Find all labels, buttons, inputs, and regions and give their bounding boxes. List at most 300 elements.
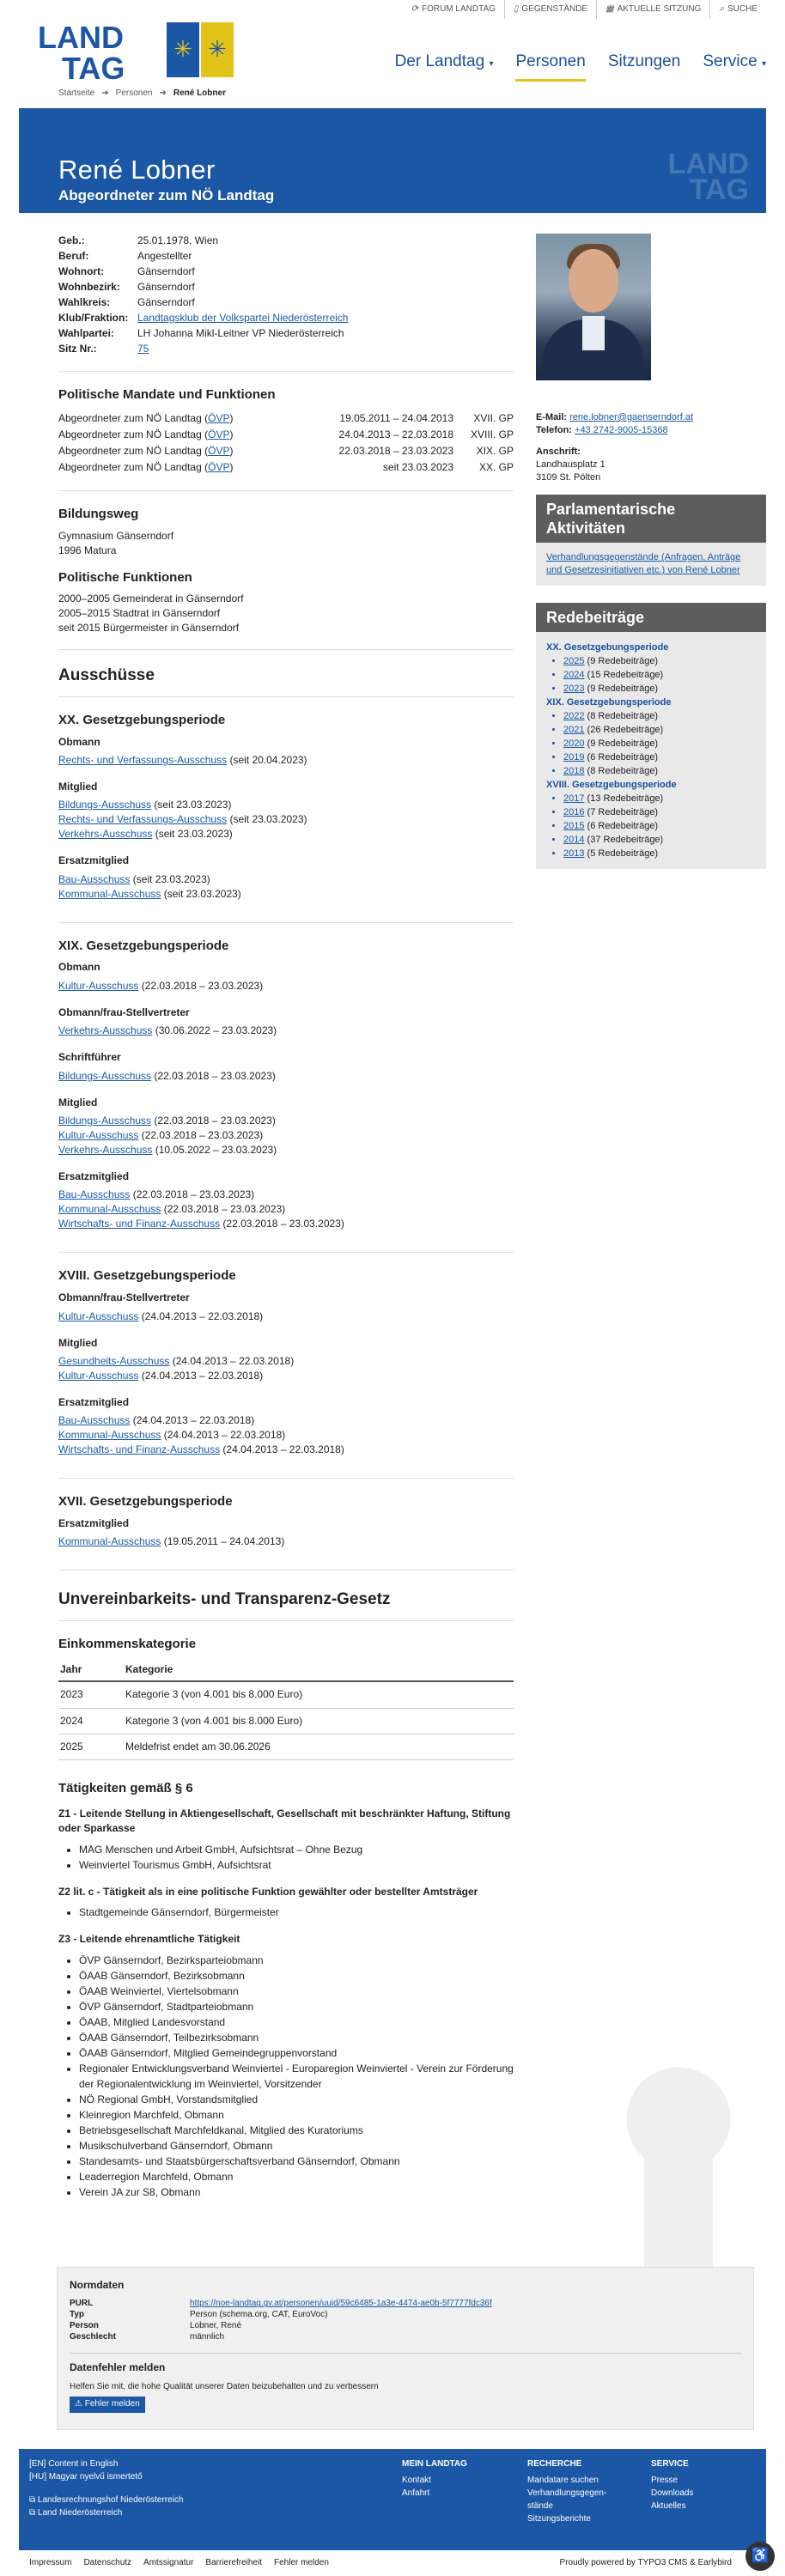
normdaten-key: PURL [70,2299,94,2309]
mandates-title: Politische Mandate und Funktionen [58,387,276,402]
committee-role: Schriftführer [58,1051,121,1064]
year-cell: 2024 [58,1708,124,1734]
rede-year-list [546,792,756,860]
main-nav [395,50,766,82]
committee-item [58,1024,514,1038]
committee-role: Obmann [58,961,100,974]
land-noe-link[interactable]: ⧉ Land Niederösterreich [29,2508,123,2518]
committee-role: Mitglied [58,780,98,793]
committee-dates: (seit 23.03.2023) [130,872,210,885]
footer-mandatare[interactable]: Mandatare suchen [527,2476,599,2485]
rede-year-item [563,737,756,750]
mandate-row: Abgeordneter zum NÖ Landtag (ÖVP) 19.05.2011 – 24.04.2013 XVII. GP [58,411,514,428]
committee-dates: (seit 23.03.2023) [152,828,233,841]
committee-item [58,1428,514,1443]
normdaten-row [70,2331,741,2342]
committee-role: Ersatzmitglied [58,1395,130,1408]
committee-item [58,1354,514,1369]
normdaten-row [70,2298,741,2309]
committee-role: Obmann [58,735,100,748]
committee-role: Ersatzmitglied [58,1170,130,1183]
normdaten-title: Normdaten [70,2279,125,2291]
activity-item: • ÖAAB Gänserndorf, Teilbezirksobmann [79,2030,514,2045]
fact-link[interactable]: Landtagsklub der Volkspartei Niederösterreich [137,312,349,324]
arrow-right-icon: ➔ [101,88,109,98]
normdaten-value: männlich [190,2332,225,2342]
search-icon: ⌕ [719,3,724,14]
committee-link[interactable]: Kommunal-Ausschuss [58,1429,161,1442]
footer-lang [29,2458,183,2519]
amtssignatur-link[interactable]: Amtssignatur [143,2557,194,2567]
fact-value: Gänserndorf [137,265,195,277]
impressum-link[interactable]: Impressum [29,2557,72,2567]
fact-row [58,326,514,342]
logo-line2: TAG [62,51,125,81]
crumb-personen[interactable]: Personen [115,88,153,98]
bottom-bar [19,2550,766,2576]
arrow-right-icon: ➔ [159,88,167,98]
table-row [58,1681,514,1708]
lang-en-link[interactable]: [EN] Content in English [29,2459,119,2469]
category-cell: Kategorie 3 (von 4.001 bis 8.000 Euro) [124,1708,514,1734]
redebeitraege-panel [536,603,766,869]
mandate-gp: XVII. GP [473,411,514,424]
committee-item [58,827,514,841]
committee-period [58,711,514,908]
parl-activities-title: Parlamentarische Aktivitäten [536,495,766,543]
z1-list [58,1842,514,1873]
mandate-dates: 19.05.2011 – 24.04.2013 [339,411,453,424]
fact-key: Wohnort: [58,265,105,277]
rede-count: (37 Redebeiträge) [587,835,664,845]
committee-dates: (10.05.2022 – 23.03.2023) [152,1144,277,1157]
fact-row [58,249,514,264]
committee-item [58,979,514,993]
mandate-row: Abgeordneter zum NÖ Landtag (ÖVP) seit 23.03.2023 XX. GP [58,460,514,477]
party-link[interactable]: ÖVP [208,428,230,440]
rede-count: (13 Redebeiträge) [587,793,664,804]
normdaten-key: Typ [70,2310,85,2320]
gegenstaende-link[interactable]: ▯ GEGENSTÄNDE [504,0,596,19]
footer-kontakt[interactable]: Kontakt [402,2476,431,2485]
activity-item: • ÖAAB, Mitglied Landesvorstand [79,2014,514,2030]
committee-dates: (seit 23.03.2023) [151,799,232,811]
committee-item [58,1534,514,1549]
rede-year-link[interactable]: 2020 [563,738,585,749]
lrh-link[interactable]: ⧉ Landesrechnungshof Niederösterreich [29,2495,184,2505]
sidebar [536,234,766,869]
normdaten-row [70,2320,741,2331]
utility-nav [403,0,766,19]
divider [58,696,514,697]
normdaten-value: Person (schema.org, CAT, EuroVoc) [190,2310,328,2320]
committee-dates: (22.03.2018 – 23.03.2023) [161,1203,286,1216]
rede-year-link[interactable]: 2017 [563,793,585,804]
committee-period [58,1492,514,1556]
parl-activities-link[interactable]: Verhandlungsgegenstände (Anfragen, Anträge und Gesetzesinitiativen etc.) von René Lobner [546,552,741,575]
svg-text:✳: ✳ [173,36,192,62]
divider [58,649,514,650]
normdaten-row [70,2309,741,2320]
table-row [58,1734,514,1759]
year-cell: 2023 [58,1681,124,1708]
committee-link[interactable]: Wirtschafts- und Finanz-Ausschuss [58,1443,221,1456]
einkommen-table [58,1659,514,1761]
rede-year-item [563,750,756,764]
committee-link[interactable]: Kommunal-Ausschuss [58,1203,161,1216]
committee-dates: (22.03.2018 – 23.03.2023) [151,1069,276,1082]
rede-year-link[interactable]: 2016 [563,807,585,817]
fact-key: Beruf: [58,250,89,262]
svg-text:✳: ✳ [208,36,227,62]
committee-dates: (seit 20.04.2023) [227,753,307,766]
rede-gp-link[interactable]: XIX. Gesetzgebungsperiode [546,697,672,708]
normdaten-box [57,2267,754,2430]
crumb-current: René Lobner [173,88,226,98]
nav-service[interactable]: Service ▾ [703,52,766,70]
period-title: XVII. Gesetzgebungsperiode [58,1494,233,1510]
committee-dates: (24.04.2013 – 22.03.2018) [138,1309,264,1322]
person-photo [536,234,651,380]
committee-role: Mitglied [58,1096,98,1109]
search-link[interactable]: ⌕ SUCHE [709,0,766,19]
aktuelle-sitzung-link[interactable]: ▦ AKTUELLE SITZUNG [596,0,709,19]
committee-dates: (seit 23.03.2023) [161,887,241,900]
footer-service: SERVICE Presse Downloads Aktuelles [651,2459,694,2511]
normdaten-value: Lobner, René [190,2321,242,2331]
committee-dates: (24.04.2013 – 22.03.2018) [161,1429,286,1442]
logo-watermark: LAND TAG [667,148,749,206]
document-icon: ▯ [513,3,519,14]
rede-gp-link[interactable]: XX. Gesetzgebungsperiode [546,642,669,653]
committee-item [58,872,514,887]
z3-list [58,1953,514,2200]
redebeitraege-title: Redebeiträge [536,603,766,632]
funktionen-title: Politische Funktionen [58,569,192,585]
logo-line1: LAND [38,21,124,55]
bildung-title: Bildungsweg [58,506,139,521]
committee-item [58,1202,514,1217]
divider [58,1478,514,1479]
activity-item: • MAG Menschen und Arbeit GmbH, Aufsichtsrat – Ohne Bezug [79,1842,514,1857]
committee-role: Ersatzmitglied [58,854,130,867]
committee-periods [58,711,514,1571]
mandate-dates: 22.03.2018 – 23.03.2023 [338,444,453,457]
rede-year-item [563,764,756,778]
divider [58,371,514,372]
rede-year-link[interactable]: 2023 [563,683,585,694]
divider [58,1620,514,1621]
committee-dates: (24.04.2013 – 22.03.2018) [220,1443,344,1456]
activity-item: • ÖVP Gänserndorf, Bezirksparteiobmann [79,1953,514,1968]
fact-value: Gänserndorf [137,296,195,308]
fact-value: LH Johanna Mikl-Leitner VP Niederösterreich [137,327,344,339]
mandates-list [58,411,514,477]
person-role: Abgeordneter zum NÖ Landtag [58,187,275,204]
divider [58,922,514,923]
activity-item: • Musikschulverband Gänserndorf, Obmann [79,2138,514,2154]
nav-sitzungen[interactable]: Sitzungen [607,52,681,70]
committee-item [58,798,514,812]
fact-value: Angestellter [137,250,192,262]
z2-list [58,1905,514,1920]
footer-aktuelles[interactable]: Aktuelles [651,2501,686,2511]
mandate-gp: XIX. GP [476,444,514,457]
rede-year-item [563,654,756,668]
activity-item: • Betriebsgesellschaft Marchfeldkanal, Mitglied des Kuratoriums [79,2123,514,2138]
rede-year-link[interactable]: 2018 [563,766,585,776]
committee-dates: (22.03.2018 – 23.03.2023) [220,1218,344,1230]
fact-link[interactable]: 75 [137,343,149,355]
rede-year-link[interactable]: 2013 [563,848,585,859]
committee-role: Obmann/frau-Stellvertreter [58,1291,190,1304]
committee-link[interactable]: Rechts- und Verfassungs-Ausschuss [58,753,228,766]
barrierefreiheit-link[interactable]: Barrierefreiheit [205,2557,262,2567]
party-link[interactable]: ÖVP [208,460,230,473]
rede-year-item [563,723,756,737]
fact-row [58,280,514,295]
committee-role: Obmann/frau-Stellvertreter [58,1005,190,1018]
fact-key: Wohnbezirk: [58,281,120,293]
committee-link[interactable]: Gesundheits-Ausschuss [58,1354,170,1367]
contact-info: E-Mail: rene.lobner@gaenserndorf.at Telefon: +43 2742-9005-15368 Anschrift: Landhausplatz 1 3109 St. Pölten [536,412,693,483]
nav-personen[interactable]: Personen [515,50,585,82]
committee-link[interactable]: Verkehrs-Ausschuss [58,1144,153,1157]
taetigkeiten-title: Tätigkeiten gemäß § 6 [58,1781,193,1796]
activity-item: • Stadtgemeinde Gänserndorf, Bürgermeister [79,1905,514,1920]
fact-key: Sitz Nr.: [58,343,97,355]
committee-item [58,1217,514,1231]
committee-link[interactable]: Kultur-Ausschuss [58,1309,139,1322]
person-name: René Lobner [58,155,216,185]
committee-item [58,1143,514,1157]
committee-link[interactable]: Kultur-Ausschuss [58,979,139,992]
committee-period [58,1267,514,1464]
z3-title: Z3 - Leitende ehrenamtliche Tätigkeit [58,1933,240,1946]
datenfehler-text: Helfen Sie mit, die hohe Qualität unserer Daten beizubehalten und zu verbessern [70,2381,379,2391]
activity-item: • ÖAAB Gänserndorf, Mitglied Gemeindegruppenvorstand [79,2045,514,2061]
forum-icon: ⟳ [411,3,418,14]
committee-item [58,1413,514,1428]
committee-item [58,1069,514,1084]
activity-item: • Standesamts- und Staatsbürgerschaftsverband Gänserndorf, Obmann [79,2154,514,2169]
period-title: XIX. Gesetzgebungsperiode [58,938,229,953]
rede-year-link[interactable]: 2024 [563,670,585,680]
activity-item: • Kleinregion Marchfeld, Obmann [79,2107,514,2123]
datenfehler-title: Datenfehler melden [70,2361,166,2374]
committee-item [58,1443,514,1457]
committee-link[interactable]: Kultur-Ausschuss [58,1369,139,1382]
rede-count: (8 Redebeiträge) [587,766,659,776]
rede-year-link[interactable]: 2019 [563,752,585,762]
committee-link[interactable]: Bildungs-Ausschuss [58,1069,152,1082]
activity-item: • ÖAAB Gänserndorf, Bezirksobmann [79,1968,514,1984]
rede-year-item [563,709,756,723]
fact-row [58,342,514,357]
rede-count: (5 Redebeiträge) [587,848,659,859]
einkommen-title: Einkommenskategorie [58,1637,197,1652]
main-content [58,234,514,2200]
rede-count: (8 Redebeiträge) [587,711,659,721]
bildung-text: Gymnasium Gänserndorf 1996 Matura [58,529,174,556]
nav-der-landtag[interactable]: Der Landtag ▾ [394,52,494,70]
committee-link[interactable]: Wirtschafts- und Finanz-Ausschuss [58,1218,221,1230]
rede-year-link[interactable]: 2021 [563,725,585,735]
committee-link[interactable]: Bau-Ausschuss [58,1414,131,1427]
committee-dates: (22.03.2018 – 23.03.2023) [138,1129,264,1142]
fact-row [58,264,514,280]
mandate-row: Abgeordneter zum NÖ Landtag (ÖVP) 24.04.2013 – 22.03.2018 XVIII. GP [58,428,514,444]
funktionen-text: 2000–2005 Gemeinderat in Gänserndorf 2005–2015 Stadtrat in Gänserndorf seit 2015 Bürgermeister in Gänserndorf [58,592,244,635]
rede-count: (7 Redebeiträge) [587,807,659,817]
rede-count: (9 Redebeiträge) [587,738,659,749]
rede-year-link[interactable]: 2014 [563,835,585,845]
rede-year-link[interactable]: 2025 [563,656,585,666]
committee-link[interactable]: Bildungs-Ausschuss [58,799,152,811]
activity-item: • Verein JA zur S8, Obmann [79,2184,514,2200]
rede-count: (26 Redebeiträge) [587,725,664,735]
committee-dates: (24.04.2013 – 22.03.2018) [169,1354,295,1367]
divider [58,490,514,491]
fehler-melden-link[interactable]: Fehler melden [274,2557,329,2567]
rede-year-item [563,819,756,833]
divider [58,1252,514,1253]
fact-row [58,311,514,326]
table-row [58,1708,514,1734]
phone-link[interactable]: +43 2742-9005-15368 [575,425,668,435]
footer-recherche: RECHERCHE Mandatare suchen Verhandlungsgegen- stände Sitzungsberichte [527,2458,630,2525]
committee-dates: (24.04.2013 – 22.03.2018) [130,1414,255,1427]
category-cell: Kategorie 3 (von 4.001 bis 8.000 Euro) [124,1681,514,1708]
footer-downloads[interactable]: Downloads [651,2488,694,2498]
committee-role: Ersatzmitglied [58,1517,130,1530]
rede-year-item [563,668,756,682]
period-title: XVIII. Gesetzgebungsperiode [58,1268,236,1284]
committee-item [58,1128,514,1143]
z2-title: Z2 lit. c - Tätigkeit als in eine politische Funktion gewählter oder bestellter Amtsträger [58,1885,478,1898]
activity-item: • ÖAAB Weinviertel, Viertelsobmann [79,1984,514,1999]
personal-facts [58,234,514,357]
normdaten-key: Geschlecht [70,2332,116,2342]
footer-mein-landtag: MEIN LANDTAG Kontakt Anfahrt [402,2459,467,2498]
rede-count: (6 Redebeiträge) [587,821,659,831]
hero-banner [19,108,766,213]
fact-key: Geb.: [58,234,85,246]
committee-dates: (24.04.2013 – 22.03.2018) [138,1369,264,1382]
purl-link[interactable]: https://noe-landtag.gv.at/personen/uuid/59c6485-1a3e-4474-ae0b-5f7777fdc36f [190,2299,492,2309]
committee-link[interactable]: Kommunal-Ausschuss [58,887,161,900]
fact-value: 25.01.1978, Wien [137,234,219,246]
rede-year-list [546,709,756,778]
committee-link[interactable]: Rechts- und Verfassungs-Ausschuss [58,813,228,826]
rede-year-item [563,792,756,805]
ausschuesse-title: Ausschüsse [58,666,155,685]
committee-link[interactable]: Bildungs-Ausschuss [58,1115,152,1127]
mandate-gp: XX. GP [478,460,514,473]
unvereinbarkeit-title: Unvereinbarkeits- und Transparenz-Gesetz [58,1590,391,1609]
committee-link[interactable]: Kommunal-Ausschuss [58,1535,161,1548]
fact-key: Wahlpartei: [58,327,114,339]
rede-year-item [563,805,756,819]
fact-key: Wahlkreis: [58,296,111,308]
activity-item: • Leaderregion Marchfeld, Obmann [79,2169,514,2184]
breadcrumb [58,88,226,100]
z1-title: Z1 - Leitende Stellung in Aktiengesellschaft, Gesellschaft mit beschränkter Haftung, Stiftung oder Sparkasse [58,1807,511,1835]
footer-sitzungsberichte[interactable]: Sitzungsberichte [527,2514,591,2524]
crumb-home[interactable]: Startseite [58,88,95,98]
committee-link[interactable]: Bau-Ausschuss [58,872,131,885]
committee-link[interactable]: Bau-Ausschuss [58,1188,131,1201]
caret-down-icon: ▾ [489,59,494,69]
footer-presse[interactable]: Presse [651,2476,679,2485]
email-link[interactable]: rene.lobner@gaenserndorf.at [569,412,693,422]
fact-key: Klub/Fraktion: [58,312,129,324]
committee-link[interactable]: Kultur-Ausschuss [58,1129,139,1142]
scroll-to-top-button[interactable] [745,2542,775,2571]
committee-item [58,1188,514,1202]
mandate-dates: seit 23.03.2023 [382,460,453,473]
party-link[interactable]: ÖVP [208,444,230,457]
committee-item [58,1114,514,1128]
committee-dates: (seit 23.03.2023) [227,813,307,826]
rede-year-link[interactable]: 2022 [563,711,585,721]
rede-gp-link[interactable]: XVIII. Gesetzgebungsperiode [546,780,677,790]
forum-link[interactable]: ⟳ FORUM LANDTAG [403,0,504,19]
lang-hu-link[interactable]: [HU] Magyar nyelvű ismertető [29,2472,143,2482]
year-cell: 2025 [58,1734,124,1759]
mandate-gp: XVIII. GP [470,428,514,440]
rede-year-item [563,682,756,696]
rede-count: (9 Redebeiträge) [587,656,659,666]
warning-icon: ⚠ [75,2399,82,2409]
party-link[interactable]: ÖVP [208,411,230,424]
rede-count: (15 Redebeiträge) [587,670,664,680]
category-cell: Meldefrist endet am 30.06.2026 [124,1734,514,1759]
committee-role: Mitglied [58,1336,98,1349]
mandate-dates: 24.04.2013 – 22.03.2018 [338,428,453,440]
committee-dates: (22.03.2018 – 23.03.2023) [138,979,264,992]
period-title: XX. Gesetzgebungsperiode [58,712,226,727]
footer-verhandlung[interactable]: Verhandlungsgegen- stände [527,2488,607,2511]
committee-dates: (19.05.2011 – 24.04.2013) [161,1535,285,1548]
activity-item: • Weinviertel Tourismus GmbH, Aufsichtsrat [79,1857,514,1873]
committee-dates: (30.06.2022 – 23.03.2023) [152,1024,277,1037]
caret-down-icon: ▾ [761,59,766,69]
external-link-icon: ⧉ [29,2508,36,2518]
committee-item [58,887,514,902]
activity-item: • ÖVP Gänserndorf, Stadtparteiobmann [79,1999,514,2014]
normdaten-key: Person [70,2321,99,2331]
committee-dates: (22.03.2018 – 23.03.2023) [130,1188,255,1201]
committee-item [58,1369,514,1383]
committee-link[interactable]: Verkehrs-Ausschuss [58,1024,153,1037]
committee-item [58,812,514,827]
col-jahr: Jahr [58,1659,124,1681]
fact-value: Gänserndorf [137,281,195,293]
committee-link[interactable]: Verkehrs-Ausschuss [58,828,153,841]
fact-row [58,295,514,311]
rede-year-item [563,833,756,847]
rede-year-link[interactable]: 2015 [563,821,585,831]
accessibility-icon: ♿ [752,2549,769,2564]
report-error-button[interactable]: ⚠ Fehler melden [70,2397,145,2413]
committee-dates: (22.03.2018 – 23.03.2023) [151,1115,276,1127]
powered-by: Proudly powered by TYPO3 CMS & Earlybird [559,2557,732,2567]
landtag-logo[interactable] [38,21,244,81]
divider [58,1570,514,1571]
footer-anfahrt[interactable]: Anfahrt [402,2488,430,2498]
datenschutz-link[interactable]: Datenschutz [83,2557,132,2567]
